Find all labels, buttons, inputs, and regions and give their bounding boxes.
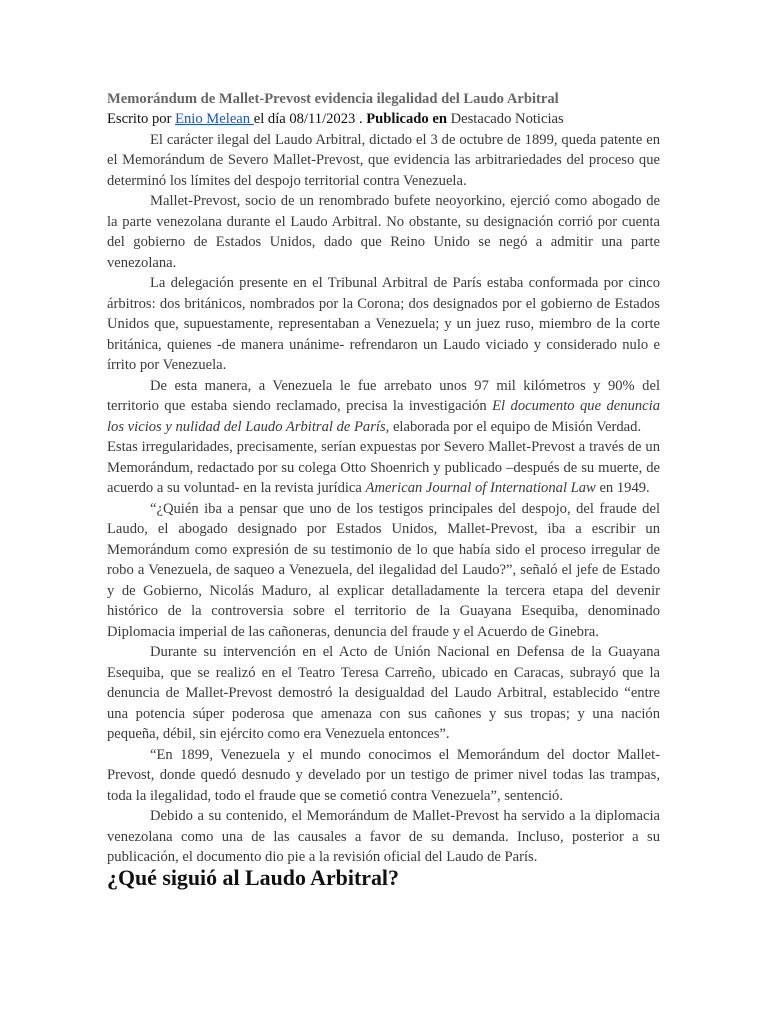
byline-published-label: Publicado en (366, 111, 447, 127)
investigation-title: El documento que denuncia los vicios y nulidad del Laudo Arbitral de París (107, 398, 660, 435)
article-title: Memorándum de Mallet-Prevost evidencia ilegalidad del Laudo Arbitral (107, 91, 559, 107)
paragraph: “En 1899, Venezuela y el mundo conocimos el Memorándum del doctor Mallet-Prevost, donde quedó desnudo y develado por un testigo de primer nivel todas las trampas, toda la ilegalidad, todo el fraude que se cometió contra Venezuela”, sentenció. (107, 746, 660, 804)
byline-date: el día 08/11/2023 . (253, 111, 367, 127)
section-heading: ¿Qué siguió al Laudo Arbitral? (107, 864, 399, 890)
byline-written-by: Escrito por (107, 111, 176, 127)
paragraph: El carácter ilegal del Laudo Arbitral, dictado el 3 de octubre de 1899, queda patente en el Memorándum de Severo Mallet-Prevost, que evidencia las arbitrariedades del proceso que determinó los límites del despojo territorial contra Venezuela. (107, 131, 660, 189)
paragraph (107, 376, 660, 438)
author-link[interactable]: Enio Melean (175, 111, 254, 127)
paragraph-text: Estas irregularidades, precisamente, serían expuestas por Severo Mallet-Prevost a través de un Memorándum, redactado por su colega Otto Shoenrich y publicado –después de su muerte, de acuerdo a su voluntad- en la revista jurídica (107, 439, 660, 496)
paragraph: “¿Quién iba a pensar que uno de los testigos principales del despojo, del fraude del Laudo, el abogado designado por Estados Unidos, Mallet-Prevost, iba a escribir un Memorándum como expresión de su testimonio de lo que había sido el proceso irregular de robo a Venezuela, de saqueo a Venezuela, del ilegalidad del Laudo?”, señaló el jefe de Estado y de Gobierno, Nicolás Maduro, al explicar detalladamente la tercera etapa del devenir histórico de la controversia sobre el territorio de la Guayana Esequiba, denominado Diplomacia imperial de las cañoneras, denuncia del fraude y el Acuerdo de Ginebra. (107, 500, 660, 640)
paragraph (107, 437, 660, 499)
byline (107, 109, 660, 130)
journal-title: American Journal of International Law (365, 480, 596, 496)
paragraph-text: De esta manera, a Venezuela le fue arrebato unos 97 mil kilómetros y 90% del territorio que estaba siendo reclamado, precisa la investigación (107, 377, 660, 414)
paragraph: Durante su intervención en el Acto de Unión Nacional en Defensa de la Guayana Esequiba, que se realizó en el Teatro Teresa Carreño, ubicado en Caracas, subrayó que la denuncia de Mallet-Prevost demostró la desigualdad del Laudo Arbitral, establecido “entre una potencia súper poderosa que amenaza con sus cañones y sus tropas; y una nación pequeña, débil, sin ejército como era Venezuela entonces”. (107, 644, 660, 742)
paragraph-text: en 1949. (595, 480, 650, 496)
byline-categories[interactable]: Destacado Noticias (446, 111, 564, 127)
paragraph-text: , elaborada por el equipo de Misión Verdad. (385, 418, 642, 435)
paragraph: Mallet-Prevost, socio de un renombrado bufete neoyorkino, ejerció como abogado de la parte venezolana durante el Laudo Arbitral. No obstante, su designación corrió por cuenta del gobierno de Estados Unidos, dado que Reino Unido se negó a admitir una parte venezolana. (107, 193, 660, 271)
paragraph: La delegación presente en el Tribunal Arbitral de París estaba conformada por cinco árbitros: dos británicos, nombrados por la Corona; dos designados por el gobierno de Estados Unidos que, supuestamente, representaban a Venezuela; y un juez ruso, miembro de la corte británica, quienes -de manera unánime- refrendaron un Laudo viciado y considerado nulo e írrito por Venezuela. (107, 275, 660, 373)
paragraph: Debido a su contenido, el Memorándum de Mallet-Prevost ha servido a la diplomacia venezolana como una de las causales a favor de su demanda. Incluso, posterior a su publicación, el documento dio pie a la revisión oficial del Laudo de París. (107, 808, 660, 865)
article (107, 89, 660, 888)
